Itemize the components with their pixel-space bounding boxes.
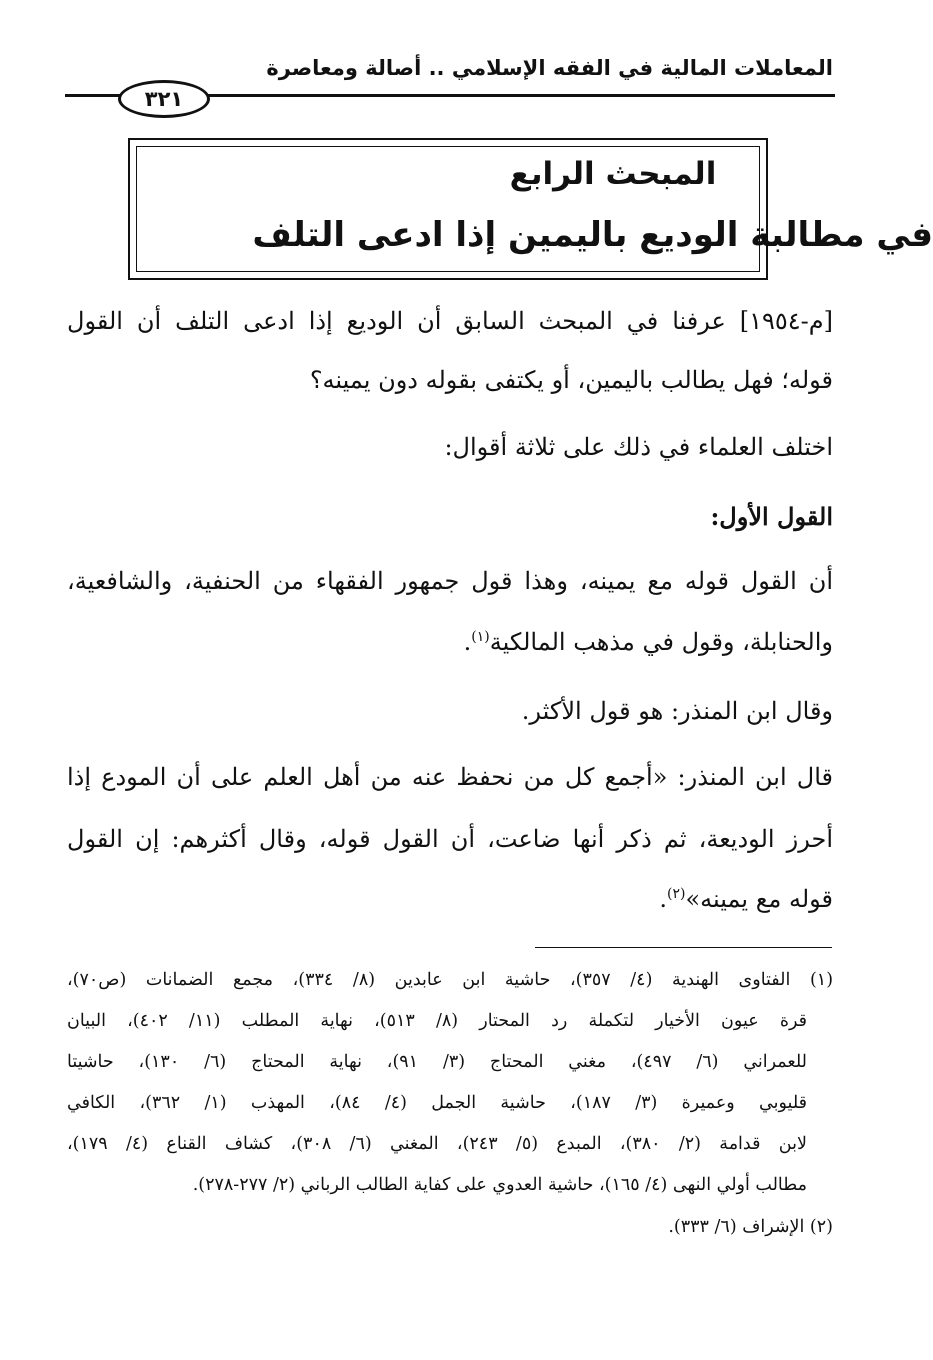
footnote-1-line-4: قليوبي وعميرة (٣/ ١٨٧)، حاشية الجمل (٤/ ٨٤)، المهذب (١/ ٣٦٢)، الكافي — [67, 1093, 807, 1113]
footnote-1-line-2: قرة عيون الأخيار لتكملة رد المحتار (٨/ ٥١٣)، نهاية المطلب (١١/ ٤٠٢)، البيان — [67, 1011, 808, 1031]
paragraph-5-line-1: قال ابن المنذر: «أجمع كل من نحفظ عنه من أهل العلم على أن المودع إذا — [67, 763, 833, 791]
footnote-1-line-1: (١) الفتاوى الهندية (٤/ ٣٥٧)، حاشية ابن عابدين (٨/ ٣٣٤)، مجمع الضمانات (ص٧٠)، — [67, 970, 834, 990]
page-number: ٣٢١ — [118, 80, 210, 118]
footnote-separator — [535, 947, 832, 948]
section-subtitle: في مطالبة الوديع باليمين إذا ادعى التلف — [252, 215, 933, 255]
paragraph-2: اختلف العلماء في ذلك على ثلاثة أقوال: — [444, 433, 833, 461]
paragraph-5-line-3 — [659, 885, 833, 913]
paragraph-5-line-2: أحرز الوديعة، ثم ذكر أنها ضاعت، أن القول قوله، وقال أكثرهم: إن القول — [67, 825, 833, 853]
paragraph-5-line-3-end: . — [659, 885, 667, 913]
running-header: المعاملات المالية في الفقه الإسلامي .. أصالة ومعاصرة — [266, 56, 833, 80]
heading-first-opinion: القول الأول: — [710, 502, 833, 531]
footnote-1-line-3: للعمراني (٦/ ٤٩٧)، مغني المحتاج (٣/ ٩١)، نهاية المحتاج (٦/ ١٣٠)، حاشيتا — [67, 1052, 807, 1072]
footnote-ref-1: (١) — [471, 629, 490, 645]
footnote-ref-2: (٢) — [667, 886, 686, 902]
footnote-1-line-6: مطالب أولي النهى (٤/ ١٦٥)، حاشية العدوي على كفاية الطالب الرباني (٢/ ٢٧٧-٢٧٨). — [192, 1175, 807, 1195]
paragraph-1-line-2: قوله؛ فهل يطالب باليمين، أو يكتفى بقوله دون يمينه؟ — [309, 366, 833, 394]
paragraph-1-line-1: [م-١٩٥٤] عرفنا في المبحث السابق أن الوديع إذا ادعى التلف أن القول — [67, 307, 833, 335]
paragraph-4: وقال ابن المنذر: هو قول الأكثر. — [521, 697, 833, 725]
paragraph-3-line-2-text: والحنابلة، وقول في مذهب المالكية — [489, 628, 833, 656]
footnote-2: (٢) الإشراف (٦/ ٣٣٣). — [668, 1217, 833, 1237]
paragraph-3-line-1: أن القول قوله مع يمينه، وهذا قول جمهور الفقهاء من الحنفية، والشافعية، — [67, 567, 833, 595]
footnote-1-line-5: لابن قدامة (٢/ ٣٨٠)، المبدع (٥/ ٢٤٣)، المغني (٦/ ٣٠٨)، كشاف القناع (٤/ ١٧٩)، — [67, 1134, 807, 1154]
section-title: المبحث الرابع — [509, 156, 717, 192]
paragraph-3-line-2 — [464, 628, 833, 656]
paragraph-3-line-2-end: . — [463, 628, 472, 656]
paragraph-5-line-3-text: قوله مع يمينه» — [685, 885, 833, 913]
